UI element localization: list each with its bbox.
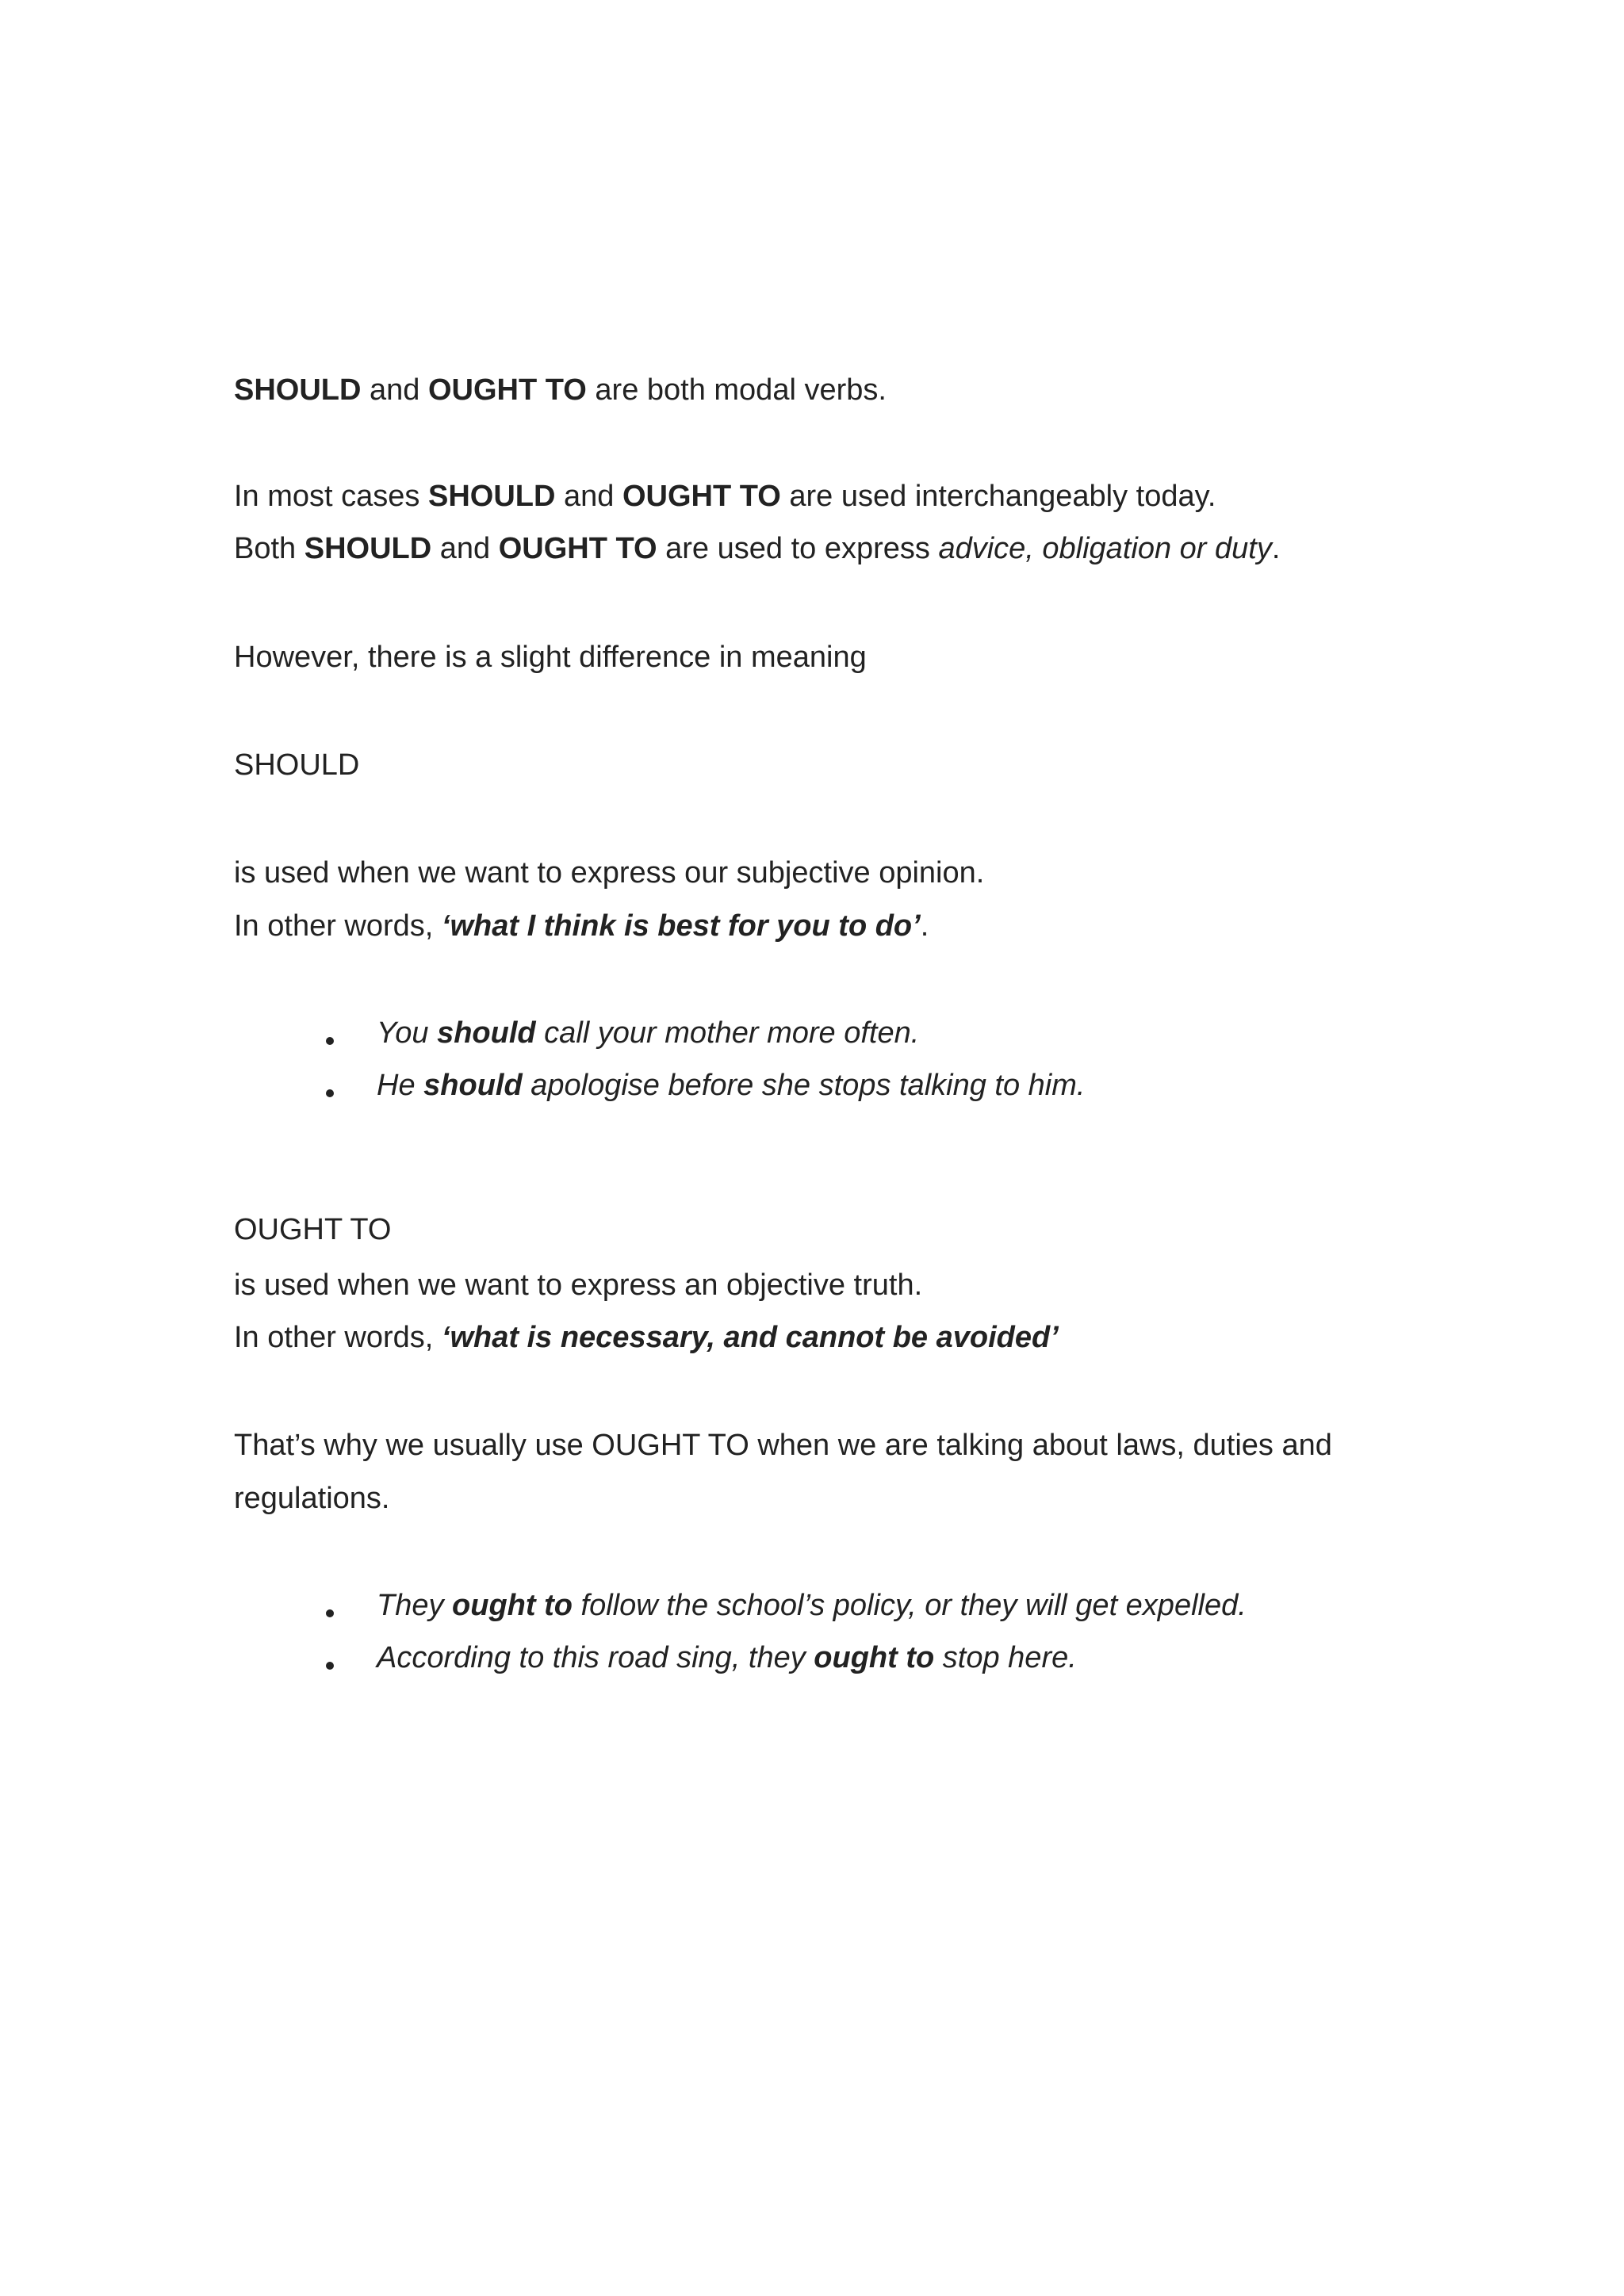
connector-text: and: [555, 480, 622, 513]
example-post: apologise before she stops talking to him.: [522, 1069, 1086, 1102]
ought-to-example-1: [377, 1587, 1247, 1624]
other-words-end: .: [920, 909, 929, 943]
express-mid: are used to express: [657, 532, 939, 565]
ought-to-term: OUGHT TO: [427, 373, 587, 407]
should-meaning-quote: ‘what I think is best for you to do’: [441, 909, 921, 943]
connector-text: and: [431, 532, 499, 565]
interchangeable-rest: are used interchangeably today.: [780, 480, 1216, 513]
express-line: [234, 530, 1280, 567]
ought-to-term: OUGHT TO: [498, 532, 657, 565]
example-pre: He: [377, 1069, 424, 1102]
example-modal: should: [437, 1016, 536, 1050]
should-other-words-line: [234, 908, 929, 944]
interchangeable-pre: In most cases: [234, 480, 428, 513]
ought-to-heading: OUGHT TO: [234, 1213, 392, 1246]
example-post: call your mother more often.: [535, 1016, 920, 1050]
ought-to-example-2: [377, 1640, 1077, 1676]
express-italic-terms: advice, obligation or duty: [938, 532, 1272, 565]
bullet-icon: [326, 1037, 334, 1045]
should-heading: SHOULD: [234, 748, 360, 782]
example-pre: They: [377, 1589, 453, 1622]
interchangeable-line: [234, 478, 1216, 515]
example-post: follow the school’s policy, or they will get expelled.: [572, 1589, 1247, 1622]
should-term: SHOULD: [234, 373, 362, 407]
why-line-2: regulations.: [234, 1482, 390, 1515]
example-post: stop here.: [934, 1641, 1077, 1674]
ought-to-definition-line: is used when we want to express an objective truth.: [234, 1269, 923, 1302]
should-definition-line: is used when we want to express our subjective opinion.: [234, 856, 985, 890]
ought-to-meaning-quote: ‘what is necessary, and cannot be avoided’: [441, 1321, 1059, 1354]
intro-rest-text: are both modal verbs.: [586, 373, 887, 407]
example-modal: should: [423, 1069, 523, 1102]
should-term: SHOULD: [304, 532, 432, 565]
example-modal: ought to: [814, 1641, 935, 1674]
bullet-icon: [326, 1609, 334, 1617]
bullet-icon: [326, 1662, 334, 1670]
example-pre: According to this road sing, they: [377, 1641, 814, 1674]
express-end: .: [1271, 532, 1281, 565]
express-pre: Both: [234, 532, 304, 565]
other-words-pre: In other words,: [234, 1321, 442, 1354]
example-modal: ought to: [452, 1589, 573, 1622]
why-line-1: That’s why we usually use OUGHT TO when we are talking about laws, duties and: [234, 1429, 1332, 1462]
intro-modal-verbs-line: [234, 372, 887, 408]
should-term: SHOULD: [427, 480, 556, 513]
connector-text: and: [361, 373, 428, 407]
ought-to-term: OUGHT TO: [622, 480, 781, 513]
should-example-2: [377, 1067, 1085, 1104]
ought-to-other-words-line: [234, 1319, 1059, 1356]
bullet-icon: [326, 1089, 334, 1097]
example-pre: You: [377, 1016, 438, 1050]
difference-line: However, there is a slight difference in meaning: [234, 641, 867, 674]
should-example-1: [377, 1015, 919, 1051]
other-words-pre: In other words,: [234, 909, 442, 943]
